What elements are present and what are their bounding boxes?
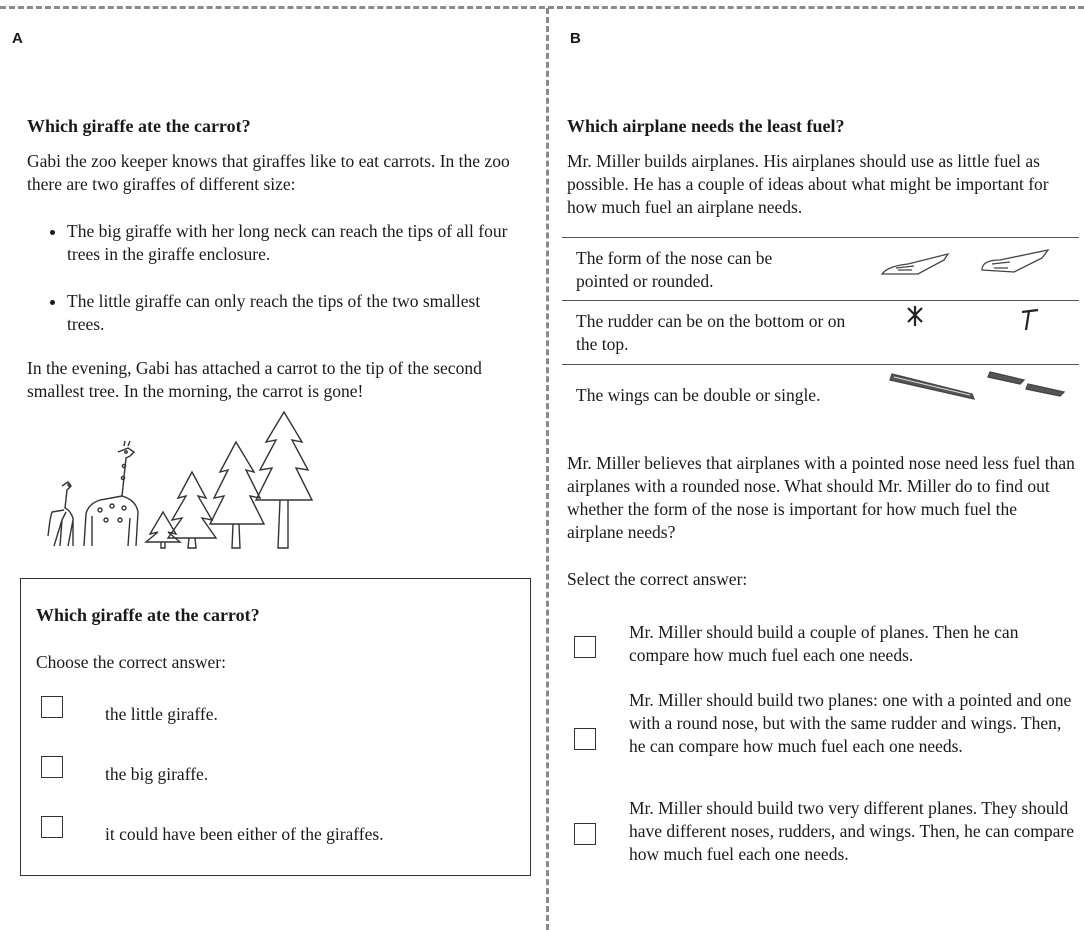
bullet-big-giraffe: • The big giraffe with her long neck can reach the tips of all four trees in the giraffe enclosure. [67, 220, 517, 266]
panel-a-title: Which giraffe ate the carrot? [27, 116, 251, 136]
option-two-planes-same: Mr. Miller should build two planes: one with a pointed and one with a round nose, but with the same rudder and wings. Then, he can compare how much fuel each one needs. [629, 690, 1072, 756]
table-rule-top [562, 237, 1079, 238]
tree-2-icon [168, 472, 216, 548]
center-dashed-divider [546, 8, 549, 930]
panel-a-bullet-list [27, 220, 517, 360]
checkbox-option-two-planes-same[interactable] [574, 728, 596, 750]
pointed-nose-plane-icon [882, 254, 948, 274]
panel-b-prompt: Select the correct answer: [567, 569, 748, 589]
tree-1-icon [146, 512, 180, 548]
factor-wings: The wings can be double or single. [576, 385, 821, 405]
option-big-giraffe: the big giraffe. [105, 764, 209, 784]
airplane-sketches [878, 244, 1078, 409]
giraffes-trees-illustration [40, 408, 340, 553]
rounded-nose-plane-icon [982, 250, 1048, 272]
factor-nose: The form of the nose can be pointed or rounded. [576, 248, 773, 291]
option-couple-planes: Mr. Miller should build a couple of planes. Then he can compare how much fuel each one needs. [629, 622, 1019, 665]
single-wing-plane-icon [988, 372, 1064, 396]
panel-b-title: Which airplane needs the least fuel? [567, 116, 845, 136]
checkbox-either-giraffe[interactable] [41, 816, 63, 838]
panel-b-intro: Mr. Miller builds airplanes. His airplanes should use as little fuel as possible. He has a couple of ideas about what might be important for how much fuel an airplane needs. [567, 151, 1049, 217]
panel-a-intro: Gabi the zoo keeper knows that giraffes like to eat carrots. In the zoo there are two giraffes of different size: [27, 151, 510, 194]
factor-rudder: The rudder can be on the bottom or on the top. [576, 311, 846, 354]
option-either-giraffe: it could have been either of the giraffes. [105, 824, 384, 844]
panel-a-box-prompt: Choose the correct answer: [36, 652, 226, 672]
bottom-rudder-plane-icon [908, 306, 922, 326]
panel-a-label: A [12, 30, 23, 47]
panel-a-story: In the evening, Gabi has attached a carrot to the tip of the second smallest tree. In the morning, the carrot is gone! [27, 358, 482, 401]
tree-4-icon [256, 412, 312, 548]
checkbox-option-couple-planes[interactable] [574, 636, 596, 658]
top-rudder-plane-icon [1022, 310, 1038, 330]
double-wing-plane-icon [890, 374, 974, 399]
checkbox-option-different-planes[interactable] [574, 823, 596, 845]
option-different-planes: Mr. Miller should build two very different planes. They should have different noses, rudders, and wings. Then, he can compare how much fuel each one needs. [629, 798, 1074, 864]
panel-b-label: B [570, 30, 581, 47]
panel-a-box-title: Which giraffe ate the carrot? [36, 605, 260, 625]
panel-b-question: Mr. Miller believes that airplanes with a pointed nose need less fuel than airplanes with a rounded nose. What should Mr. Miller do to find out whether the form of the nose is important for how much fuel the airplane needs? [567, 453, 1075, 542]
checkbox-little-giraffe[interactable] [41, 696, 63, 718]
tree-3-icon [210, 442, 264, 548]
bullet-little-giraffe: • The little giraffe can only reach the tips of the two smallest trees. [67, 290, 517, 336]
top-dashed-border [0, 6, 1084, 9]
small-giraffe-icon [48, 482, 73, 546]
option-little-giraffe: the little giraffe. [105, 704, 218, 724]
checkbox-big-giraffe[interactable] [41, 756, 63, 778]
big-giraffe-icon [84, 441, 138, 546]
